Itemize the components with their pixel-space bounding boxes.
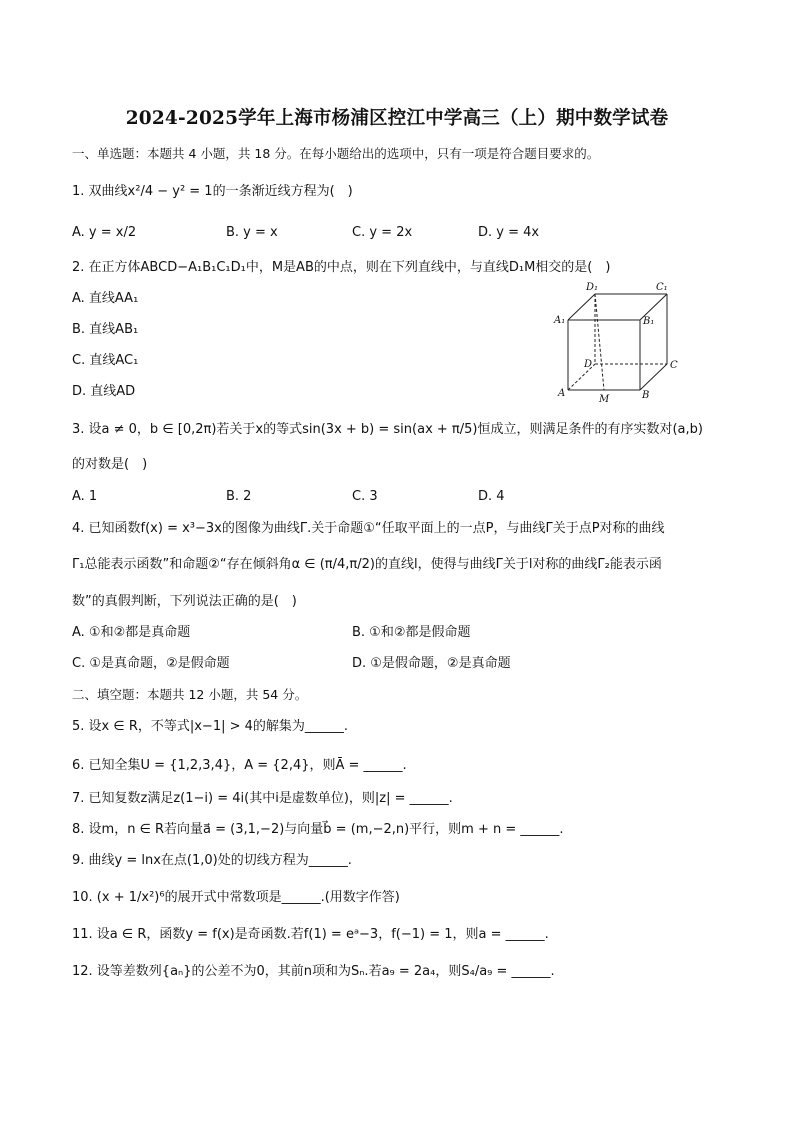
question-4-stem-line-2: Γ₁总能表示函数”和命题②“存在倾斜角α ∈ (π/4,π/2)的直线l，使得与曲线Γ关于l对称的曲线Γ₂能表示函 [72,557,662,572]
question-4-stem-line-1: 4. 已知函数f(x) = x³−3x的图像为曲线Γ.关于命题①“任取平面上的一点P，与曲线Γ关于点P对称的曲线 [72,521,665,536]
question-4-option-d: D. ①是假命题，②是真命题 [352,656,511,671]
cube-edge-bc [640,364,667,390]
question-1-option-c: C. y = 2x [352,225,413,240]
question-3-option-b: B. 2 [226,489,252,504]
label-a1: A₁ [554,315,566,326]
question-9: 9. 曲线y = lnx在点(1,0)处的切线方程为______. [72,853,352,868]
question-5: 5. 设x ∈ R，不等式|x−1| > 4的解集为______. [72,719,349,734]
question-1-option-d: D. y = 4x [478,225,540,240]
label-b: B [642,390,650,401]
label-d: D [584,359,593,370]
question-7: 7. 已知复数z满足z(1−i) = 4i(其中i是虚数单位)，则|z| = ______. [72,791,453,806]
cube-figure [548,278,688,406]
question-12: 12. 设等差数列{aₙ}的公差不为0，其前n项和为Sₙ.若a₉ = 2a₄，则S₄/a₉ = ______. [72,964,555,979]
section-heading-single-choice: 一、单选题：本题共 4 小题，共 18 分。在每小题给出的选项中，只有一项是符合题目要求的。 [72,146,600,161]
question-3-stem-line-2: 的对数是( ) [72,457,148,472]
question-2-option-b: B. 直线AB₁ [72,322,139,337]
label-c: C [670,360,678,371]
label-a: A [558,388,566,399]
question-10: 10. (x + 1/x²)⁶的展开式中常数项是______.(用数字作答) [72,890,400,905]
exam-title: 2024-2025学年上海市杨浦区控江中学高三（上）期中数学试卷 [125,108,669,129]
cube-edge-a1d1 [568,294,595,320]
question-1-option-b: B. y = x [226,225,278,240]
label-b1: B₁ [643,316,655,327]
question-3-option-a: A. 1 [72,489,98,504]
question-4-option-c: C. ①是真命题，②是假命题 [72,656,230,671]
question-2-option-a: A. 直线AA₁ [72,291,139,306]
label-m: M [599,394,610,405]
question-8: 8. 设m，n ∈ R若向量a⃗ = (3,1,−2)与向量b⃗ = (m,−2,n)平行，则m + n = ______. [72,822,564,837]
question-4-option-b: B. ①和②都是假命题 [352,625,471,640]
label-d1: D₁ [586,282,599,293]
section-heading-fill-in: 二、填空题：本题共 12 小题，共 54 分。 [72,687,308,702]
question-4-stem-line-3: 数”的真假判断，下列说法正确的是( ) [72,594,297,609]
question-2-stem: 2. 在正方体ABCD−A₁B₁C₁D₁中，M是AB的中点，则在下列直线中，与直线D₁M相交的是( ) [72,260,611,275]
question-1-option-a: A. y = x/2 [72,225,137,240]
question-3-stem-line-1: 3. 设a ≠ 0，b ∈ [0,2π)若关于x的等式sin(3x + b) = sin(ax + π/5)恒成立，则满足条件的有序实数对(a,b) [72,422,703,437]
label-c1: C₁ [656,282,668,293]
cube-segment-d1m-hidden [595,294,604,390]
question-3-option-d: D. 4 [478,489,505,504]
question-11: 11. 设a ∈ R，函数y = f(x)是奇函数.若f(1) = eᵃ−3，f(−1) = 1，则a = ______. [72,927,549,942]
question-3-option-c: C. 3 [352,489,378,504]
question-2-option-d: D. 直线AD [72,384,136,399]
question-1-stem: 1. 双曲线x²/4 − y² = 1的一条渐近线方程为( ) [72,184,353,199]
question-6: 6. 已知全集U = {1,2,3,4}，A = {2,4}，则Ā = ______. [72,758,407,773]
question-2-option-c: C. 直线AC₁ [72,353,139,368]
question-4-option-a: A. ①和②都是真命题 [72,625,191,640]
